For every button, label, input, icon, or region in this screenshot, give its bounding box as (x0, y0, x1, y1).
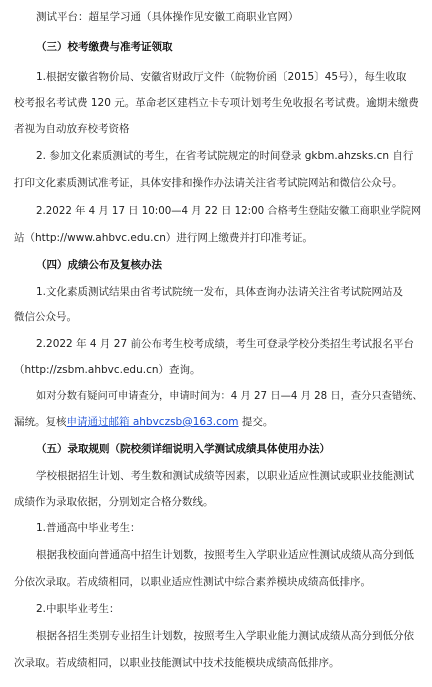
text-line: 1.文化素质测试结果由省考试院统一发布，具体查询办法请关注省考试院网站及 (36, 286, 404, 298)
text-span: 提交。 (238, 416, 274, 428)
email-link[interactable]: 申请通过邮箱 ahbvczsb@163.com (66, 416, 239, 428)
text-line: 2.2022 年 4 月 17 日 10:00—4 月 22 日 12:00 合格考生登陆安徽工商职业学院网 (36, 205, 422, 217)
text-line: 成绩作为录取依据，分别划定合格分数线。 (14, 496, 214, 508)
section-heading: （五）录取规则（院校须详细说明入学测试成绩具体使用办法） (36, 443, 330, 455)
text-line: 站（http://www.ahbvc.edu.cn）进行网上缴费并打印准考证。 (14, 232, 313, 244)
text-line: 校考报名考试费 120 元。革命老区建档立卡专项计划考生免收报名考试费。逾期未缴费 (14, 97, 419, 109)
text-line: 根据我校面向普通高中招生计划数，按照考生入学职业适应性测试成绩从高分到低 (36, 549, 414, 561)
text-line: 测试平台：超星学习通（具体操作见安徽工商职业官网） (36, 11, 299, 23)
sub-heading: 1.普通高中毕业考生： (36, 522, 141, 534)
text-line: 者视为自动放弃校考资格 (14, 123, 130, 135)
text-line: 打印文化素质测试准考证，具体安排和操作办法请关注省考试院网站和微信公众号。 (14, 177, 403, 189)
text-line: 2. 参加文化素质测试的考生，在省考试院规定的时间登录 gkbm.ahzsks.cn 自行 (36, 150, 414, 162)
section-heading: （四）成绩公布及复核办法 (36, 259, 162, 271)
text-line: 根据各招生类别专业招生计划数，按照考生入学职业能力测试成绩从高分到低分依 (36, 630, 414, 642)
text-line: （http://zsbm.ahbvc.edu.cn）查询。 (14, 364, 201, 376)
sub-heading: 2.中职毕业考生： (36, 603, 120, 615)
section-heading: （三）校考缴费与准考证领取 (36, 41, 173, 53)
text-line: 微信公众号。 (14, 311, 77, 323)
text-line: 分依次录取。若成绩相同，以职业适应性测试中综合素养模块成绩高低排序。 (14, 576, 371, 588)
text-line: 次录取。若成绩相同，以职业技能测试中技术技能模块成绩高低排序。 (14, 657, 340, 669)
text-line: 2.2022 年 4 月 27 前公布考生校考成绩，考生可登录学校分类招生考试报名平台 (36, 338, 414, 350)
text-line: 学校根据招生计划、考生数和测试成绩等因素，以职业适应性测试或职业技能测试 (36, 470, 414, 482)
text-line: 如对分数有疑问可申请查分，申请时间为：4 月 27 日—4 月 28 日，查分只查错统、 (36, 390, 423, 402)
text-line: 1.根据安徽省物价局、安徽省财政厅文件（皖物价函〔2015〕45号），每生收取 (36, 71, 407, 83)
text-span: 漏统。复核 (14, 416, 67, 428)
text-line (14, 415, 273, 429)
